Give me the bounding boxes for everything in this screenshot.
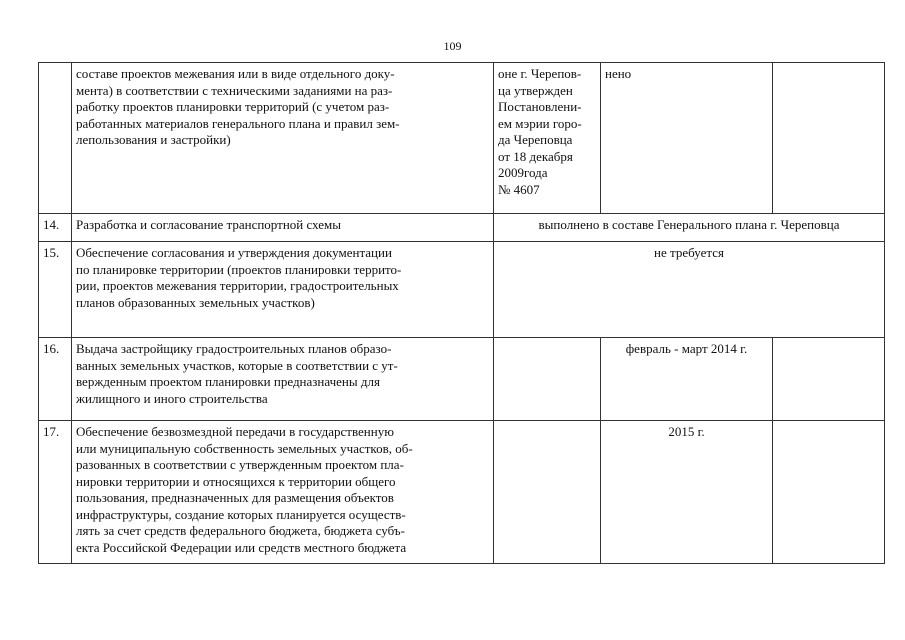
description-line: пользования, предназначенных для размещения объектов [76, 490, 394, 505]
description-line: Выдача застройщику градостроительных планов образо- [76, 341, 392, 356]
description-line: или муниципальную собственность земельных участков, об- [76, 440, 413, 456]
description-line: планов образованных земельных участков) [76, 294, 315, 310]
status-cell: нено [601, 63, 773, 214]
row-description [72, 242, 494, 338]
row-description [72, 338, 494, 421]
row-description [72, 421, 494, 564]
description-line: лять за счет средств федерального бюджета, бюджета субъ- [76, 523, 405, 538]
cell-line: да Череповца [498, 132, 573, 147]
description-line: Обеспечение безвозмездной передачи в государственную [76, 424, 394, 439]
row-number: 16. [39, 338, 72, 421]
description-line: жилищного и иного строительства [76, 390, 268, 406]
description-line: работку проектов планировки территорий (с учетом раз- [76, 99, 390, 114]
description-line: инфраструктуры, создание которых планируется осуществ- [76, 506, 406, 522]
description-line: по планировке территории (проектов планировки террито- [76, 261, 402, 277]
table-row [39, 338, 885, 421]
merged-status-cell: выполнено в составе Генерального плана г. Череповца [494, 214, 885, 242]
plan-table [38, 62, 885, 564]
notes-cell [773, 421, 885, 564]
description-line: екта Российской Федерации или средств местного бюджета [76, 539, 407, 555]
table-row [39, 214, 885, 242]
notes-cell [773, 338, 885, 421]
description-line: разованных в соответствии с утвержденным проектом пла- [76, 457, 404, 472]
description-line: составе проектов межевания или в виде отдельного доку- [76, 66, 395, 81]
description-line: Разработка и согласование транспортной схемы [76, 217, 341, 232]
row-description [72, 63, 494, 214]
description-line: нировки территории и относящихся к территории общего [76, 473, 396, 489]
notes-cell [773, 63, 885, 214]
cell-line: Постановлени- [498, 99, 582, 114]
merged-status-cell: не требуется [494, 242, 885, 338]
cell-line: ца утвержден [498, 82, 573, 98]
description-line: ванных земельных участков, которые в соответствии с ут- [76, 357, 398, 373]
cell-line: от 18 декабря [498, 148, 573, 164]
row-description [72, 214, 494, 242]
description-line: Обеспечение согласования и утверждения документации [76, 245, 392, 260]
table-row [39, 63, 885, 214]
description-line: вержденным проектом планировки предназначены для [76, 374, 380, 389]
cell-line: ем мэрии горо- [498, 115, 582, 131]
deadline-cell: 2015 г. [601, 421, 773, 564]
page-number: 109 [443, 39, 462, 53]
row-number: 17. [39, 421, 72, 564]
cell-line: № 4607 [498, 181, 540, 197]
description-line: работанных материалов генерального плана и правил зем- [76, 115, 400, 131]
description-line: мента) в соответствии с техническими заданиями на раз- [76, 82, 393, 98]
row-number [39, 63, 72, 214]
cell-line: 2009года [498, 165, 548, 180]
deadline-cell: февраль - март 2014 г. [601, 338, 773, 421]
table-row [39, 421, 885, 564]
approval-cell [494, 421, 601, 564]
row-number: 14. [39, 214, 72, 242]
description-line: лепользования и застройки) [76, 132, 231, 147]
approval-cell [494, 63, 601, 214]
description-line: рии, проектов межевания территории, градостроительных [76, 278, 399, 293]
cell-line: оне г. Черепов- [498, 66, 582, 81]
table-row [39, 242, 885, 338]
row-number: 15. [39, 242, 72, 338]
approval-cell [494, 338, 601, 421]
